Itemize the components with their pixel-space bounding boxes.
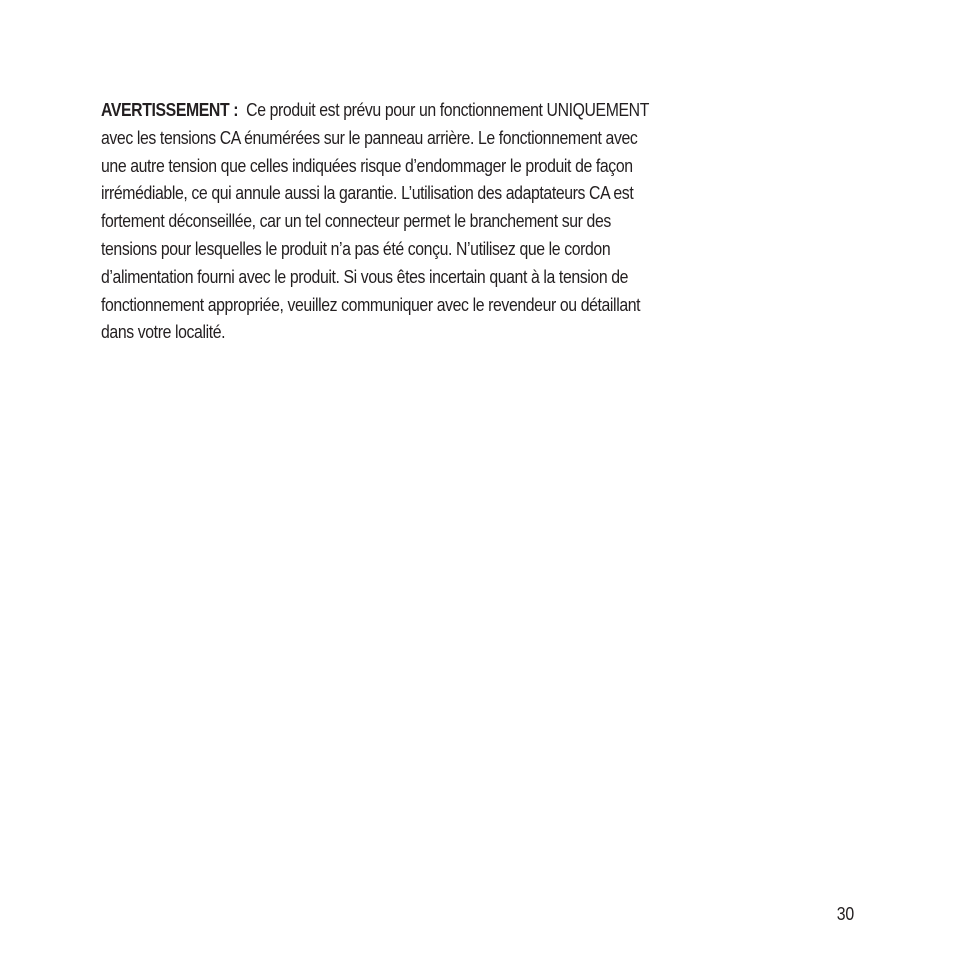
page-number: 30: [836, 903, 854, 924]
warning-line-5: fortement déconseillée, car un tel connecteur permet le branchement sur des: [101, 210, 611, 232]
warning-line-1: [101, 96, 737, 124]
warning-line-9: dans votre localité.: [101, 321, 226, 343]
warning-line-6: tensions pour lesquelles le produit n’a pas été conçu. N’utilisez que le cordon: [101, 237, 611, 259]
warning-line-3: une autre tension que celles indiquées risque d’endommager le produit de façon: [101, 154, 633, 176]
warning-line-7: d’alimentation fourni avec le produit. Si vous êtes incertain quant à la tension de: [101, 265, 629, 287]
warning-line-8: fonctionnement appropriée, veuillez communiquer avec le revendeur ou détaillant: [101, 293, 641, 315]
warning-label: AVERTISSEMENT :: [101, 99, 239, 120]
warning-text: Ce produit est prévu pour un fonctionnement UNIQUEMENT: [246, 99, 649, 120]
warning-paragraph: [101, 96, 841, 346]
warning-line-4: irrémédiable, ce qui annule aussi la garantie. L’utilisation des adaptateurs CA est: [101, 182, 634, 204]
warning-line-2: avec les tensions CA énumérées sur le panneau arrière. Le fonctionnement avec: [101, 126, 638, 148]
